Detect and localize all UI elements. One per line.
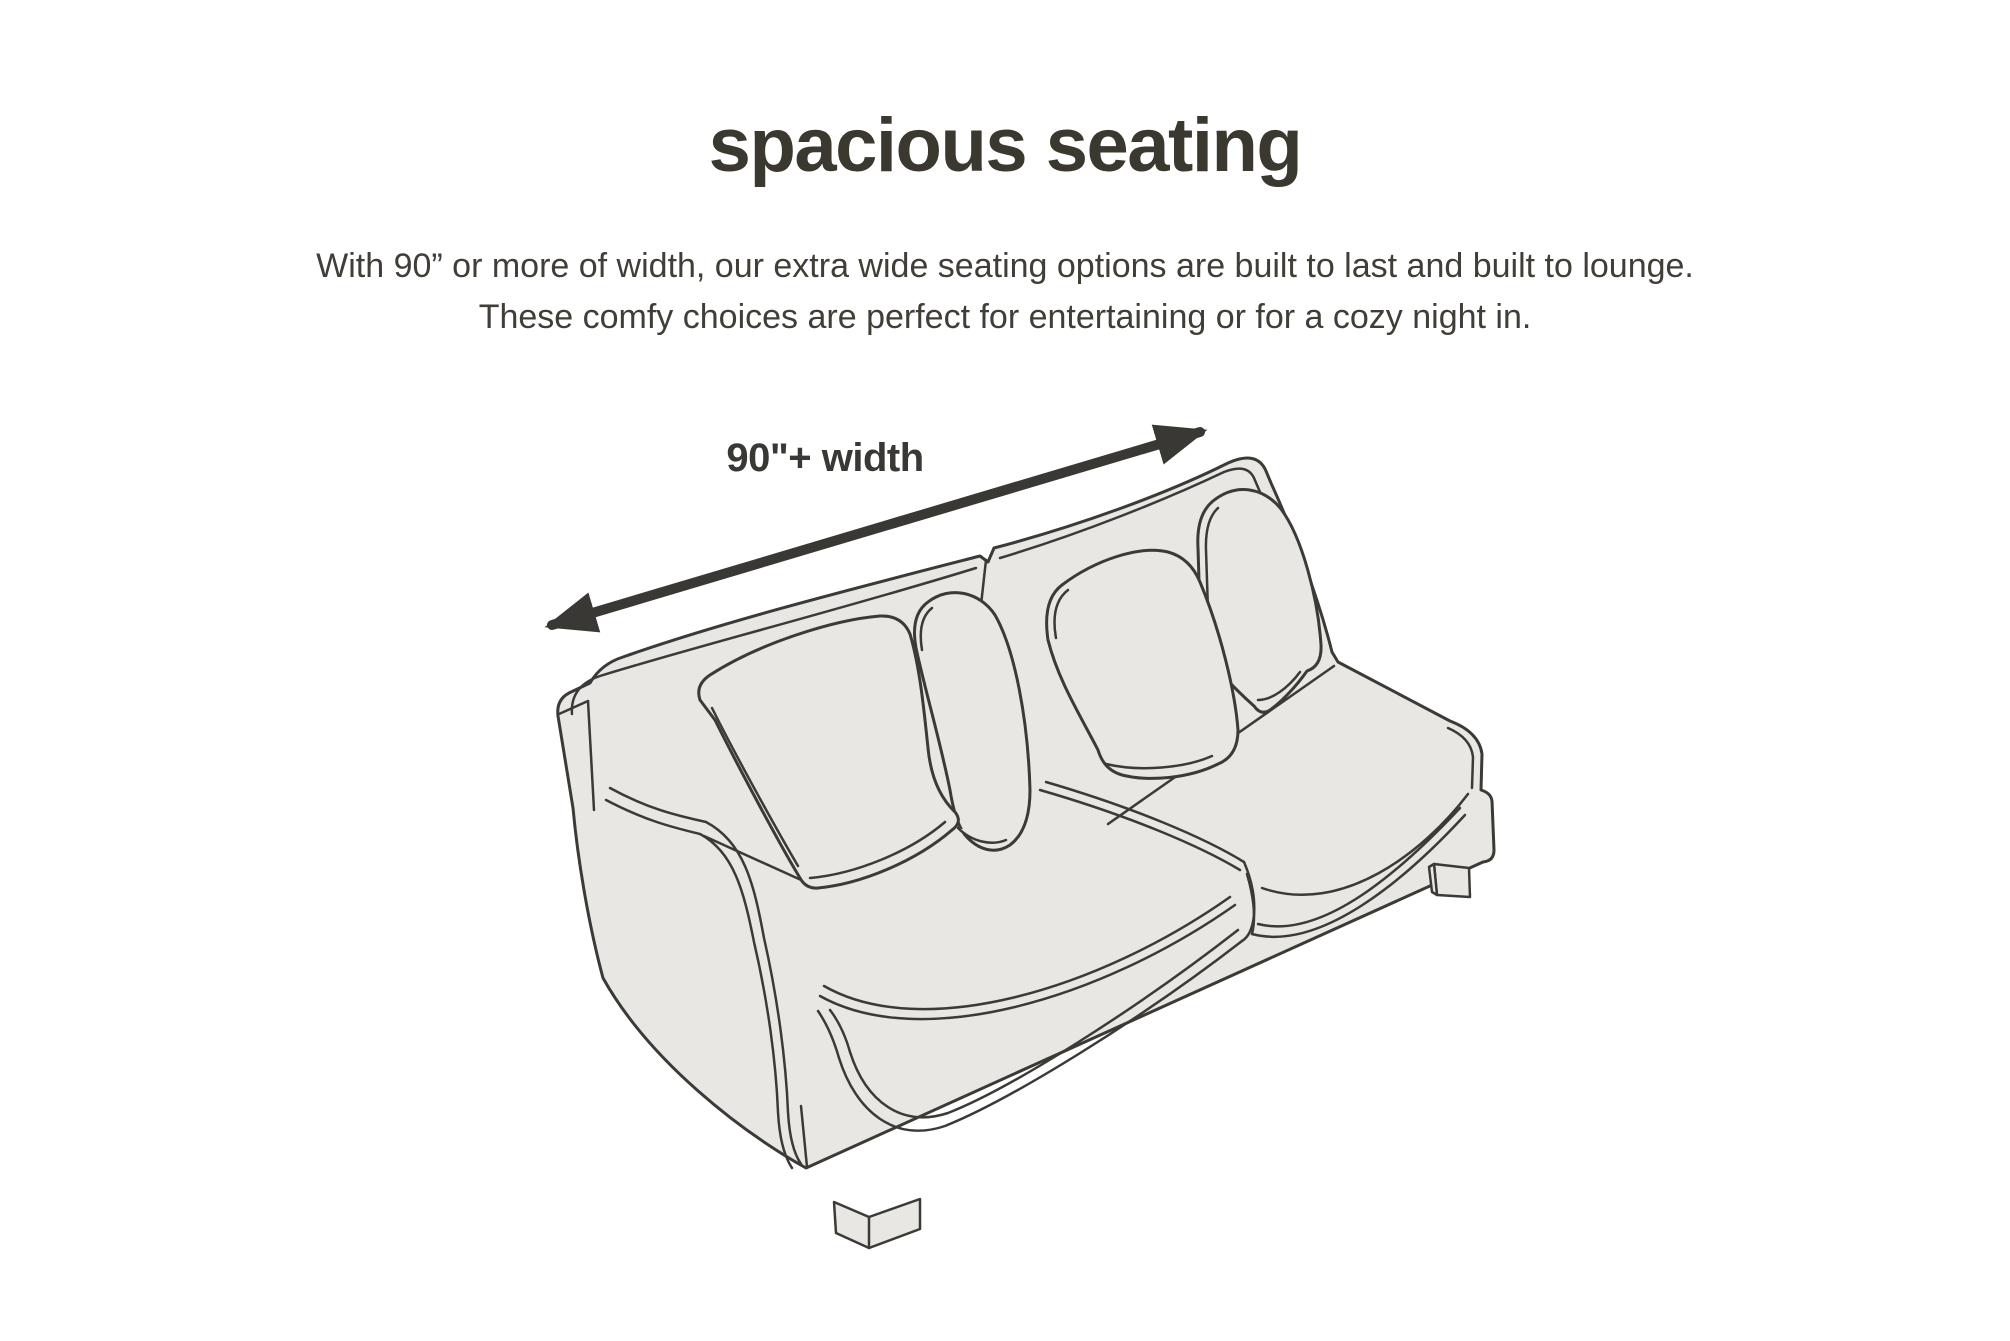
page-title: spacious seating <box>708 103 1302 188</box>
description-line-2: These comfy choices are perfect for entertaining or for a cozy night in. <box>478 298 1532 336</box>
width-dimension-label: 90"+ width <box>726 436 924 480</box>
right-foot <box>1429 864 1470 897</box>
front-foot <box>834 1199 920 1248</box>
description-line-1: With 90” or more of width, our extra wide seating options are built to last and built to lounge. <box>316 247 1694 285</box>
